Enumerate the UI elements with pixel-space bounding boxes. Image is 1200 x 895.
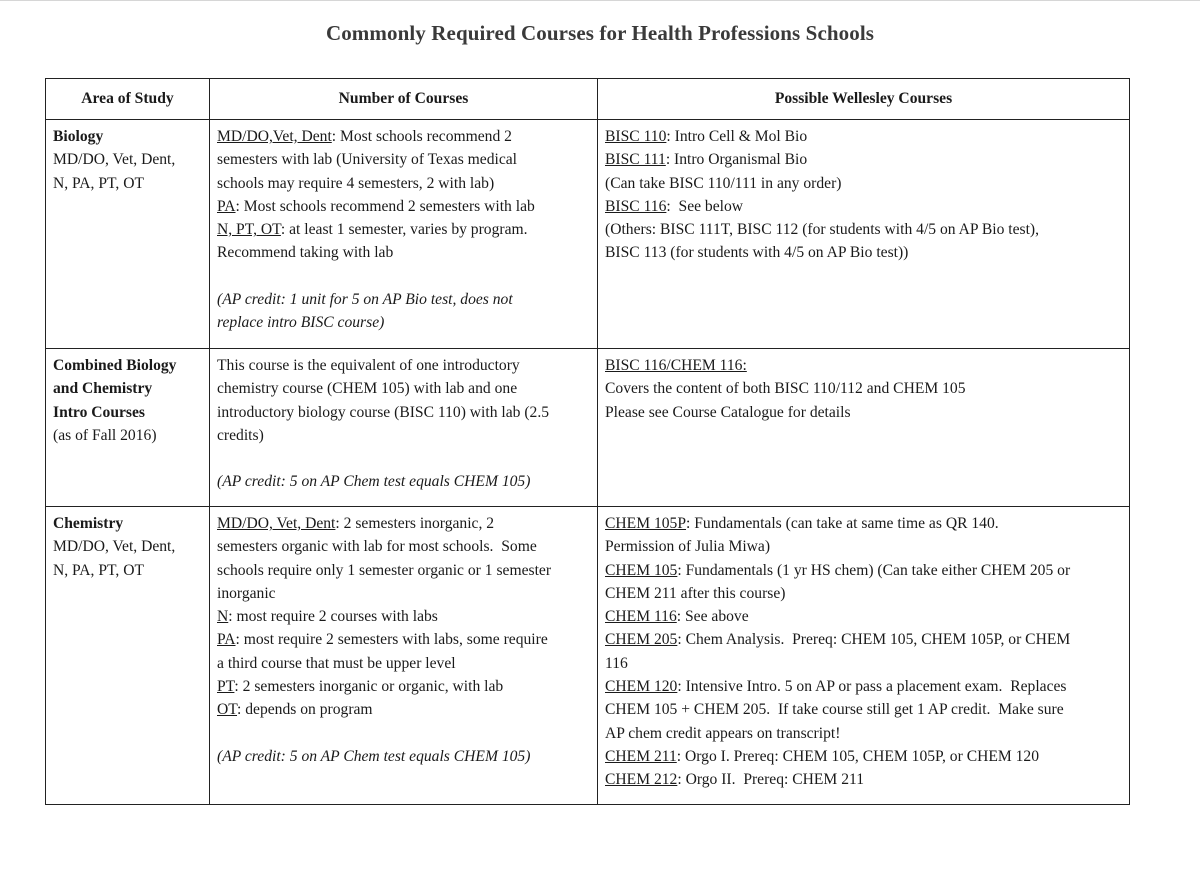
course-line: CHEM 211: Orgo I. Prereq: CHEM 105, CHEM 105P, or CHEM 120 xyxy=(605,747,1040,765)
course-code: BISC 111 xyxy=(605,151,666,169)
course-line: Please see Course Catalogue for details xyxy=(605,403,851,421)
program-label: OT xyxy=(217,701,238,719)
requirement-line: PT: 2 semesters inorganic or organic, with lab xyxy=(217,678,504,696)
area-line: N, PA, PT, OT xyxy=(53,561,144,579)
table-row xyxy=(46,507,1130,805)
requirements-table xyxy=(45,78,1130,805)
course-code: CHEM 205 xyxy=(605,631,678,649)
course-line: CHEM 105P: Fundamentals (can take at same time as QR 140. xyxy=(605,515,999,532)
requirement-line: semesters organic with lab for most schools. Some xyxy=(217,538,537,556)
area-cell xyxy=(46,120,210,349)
course-line: CHEM 212: Orgo II. Prereq: CHEM 211 xyxy=(605,771,865,789)
course-code: CHEM 116 xyxy=(605,608,677,626)
requirement-line: schools may require 4 semesters, 2 with lab) xyxy=(217,174,495,192)
course-code: BISC 116/CHEM 116: xyxy=(605,357,747,374)
course-line: CHEM 120: Intensive Intro. 5 on AP or pass a placement exam. Replaces xyxy=(605,678,1067,696)
course-line: CHEM 205: Chem Analysis. Prereq: CHEM 105, CHEM 105P, or CHEM xyxy=(605,631,1071,649)
course-code: CHEM 105P xyxy=(605,515,687,532)
area-title: Biology xyxy=(53,128,104,145)
number-cell xyxy=(210,349,598,507)
requirement-line: N: most require 2 courses with labs xyxy=(217,608,438,626)
course-line: (Others: BISC 111T, BISC 112 (for students with 4/5 on AP Bio test), xyxy=(605,221,1040,239)
header-row xyxy=(46,79,1130,120)
program-label: PA xyxy=(217,197,236,215)
program-label: MD/DO, Vet, Dent xyxy=(217,515,336,532)
requirement-line: semesters with lab (University of Texas medical xyxy=(217,151,518,169)
ap-credit-note: (AP credit: 5 on AP Chem test equals CHEM 105) xyxy=(217,747,531,765)
requirement-line: OT: depends on program xyxy=(217,701,373,719)
header-area: Area of Study xyxy=(46,79,210,120)
table-row xyxy=(46,349,1130,507)
area-line: MD/DO, Vet, Dent, xyxy=(53,151,176,169)
area-line: N, PA, PT, OT xyxy=(53,174,144,192)
requirement-line: Recommend taking with lab xyxy=(217,244,394,262)
course-code: BISC 116 xyxy=(605,197,667,215)
program-label: PA xyxy=(217,631,236,649)
requirement-line: chemistry course (CHEM 105) with lab and one xyxy=(217,380,518,398)
number-cell xyxy=(210,120,598,349)
requirement-line: a third course that must be upper level xyxy=(217,654,456,672)
header-possible: Possible Wellesley Courses xyxy=(598,79,1130,120)
course-line: CHEM 211 after this course) xyxy=(605,584,786,602)
requirement-line: MD/DO,Vet, Dent: Most schools recommend 2 xyxy=(217,128,512,145)
spacer xyxy=(217,265,590,288)
course-code: CHEM 211 xyxy=(605,747,677,765)
spacer xyxy=(217,447,590,470)
program-label: N xyxy=(217,608,229,626)
courses-cell xyxy=(598,349,1130,507)
requirement-line: N, PT, OT: at least 1 semester, varies by program. xyxy=(217,221,528,239)
course-line: Covers the content of both BISC 110/112 and CHEM 105 xyxy=(605,380,966,398)
area-title: Chemistry xyxy=(53,515,124,532)
header-number: Number of Courses xyxy=(210,79,598,120)
requirement-line: PA: Most schools recommend 2 semesters with lab xyxy=(217,197,535,215)
requirement-line: inorganic xyxy=(217,584,276,602)
requirement-line: This course is the equivalent of one introductory xyxy=(217,357,520,374)
course-line: CHEM 105 + CHEM 205. If take course still get 1 AP credit. Make sure xyxy=(605,701,1064,719)
page-title: Commonly Required Courses for Health Professions Schools xyxy=(325,21,875,45)
top-divider xyxy=(0,0,1200,1)
ap-credit-note: (AP credit: 1 unit for 5 on AP Bio test, does not xyxy=(217,291,513,309)
area-cell xyxy=(46,349,210,507)
program-label: PT xyxy=(217,678,235,696)
course-line: CHEM 105: Fundamentals (1 yr HS chem) (Can take either CHEM 205 or xyxy=(605,561,1071,579)
area-cell xyxy=(46,507,210,805)
ap-credit-note: (AP credit: 5 on AP Chem test equals CHEM 105) xyxy=(217,473,531,491)
area-line: (as of Fall 2016) xyxy=(53,426,157,444)
spacer xyxy=(217,722,590,745)
area-title: Intro Courses xyxy=(53,403,145,421)
area-title: Combined Biology xyxy=(53,357,177,374)
requirement-line: PA: most require 2 semesters with labs, some require xyxy=(217,631,548,649)
course-line: BISC 110: Intro Cell & Mol Bio xyxy=(605,128,808,145)
requirement-line: introductory biology course (BISC 110) with lab (2.5 xyxy=(217,403,550,421)
course-code: CHEM 120 xyxy=(605,678,678,696)
courses-cell xyxy=(598,507,1130,805)
course-code: CHEM 212 xyxy=(605,771,678,789)
table-row xyxy=(46,120,1130,349)
program-label: N, PT, OT xyxy=(217,221,281,239)
course-line: BISC 111: Intro Organismal Bio xyxy=(605,151,808,169)
area-title: and Chemistry xyxy=(53,380,153,398)
courses-cell xyxy=(598,120,1130,349)
course-line: Permission of Julia Miwa) xyxy=(605,538,771,556)
requirement-line: MD/DO, Vet, Dent: 2 semesters inorganic, 2 xyxy=(217,515,495,532)
area-line: MD/DO, Vet, Dent, xyxy=(53,538,176,556)
course-line: BISC 113 (for students with 4/5 on AP Bio test)) xyxy=(605,244,909,262)
course-code: BISC 110 xyxy=(605,128,667,145)
program-label: MD/DO,Vet, Dent xyxy=(217,128,332,145)
requirement-line: credits) xyxy=(217,426,264,444)
course-line: BISC 116: See below xyxy=(605,197,744,215)
course-line: CHEM 116: See above xyxy=(605,608,749,626)
number-cell xyxy=(210,507,598,805)
course-line: AP chem credit appears on transcript! xyxy=(605,724,841,742)
requirement-line: schools require only 1 semester organic or 1 semester xyxy=(217,561,552,579)
course-line: (Can take BISC 110/111 in any order) xyxy=(605,174,842,192)
course-line: 116 xyxy=(605,654,628,672)
course-code: CHEM 105 xyxy=(605,561,678,579)
ap-credit-note: replace intro BISC course) xyxy=(217,314,385,332)
